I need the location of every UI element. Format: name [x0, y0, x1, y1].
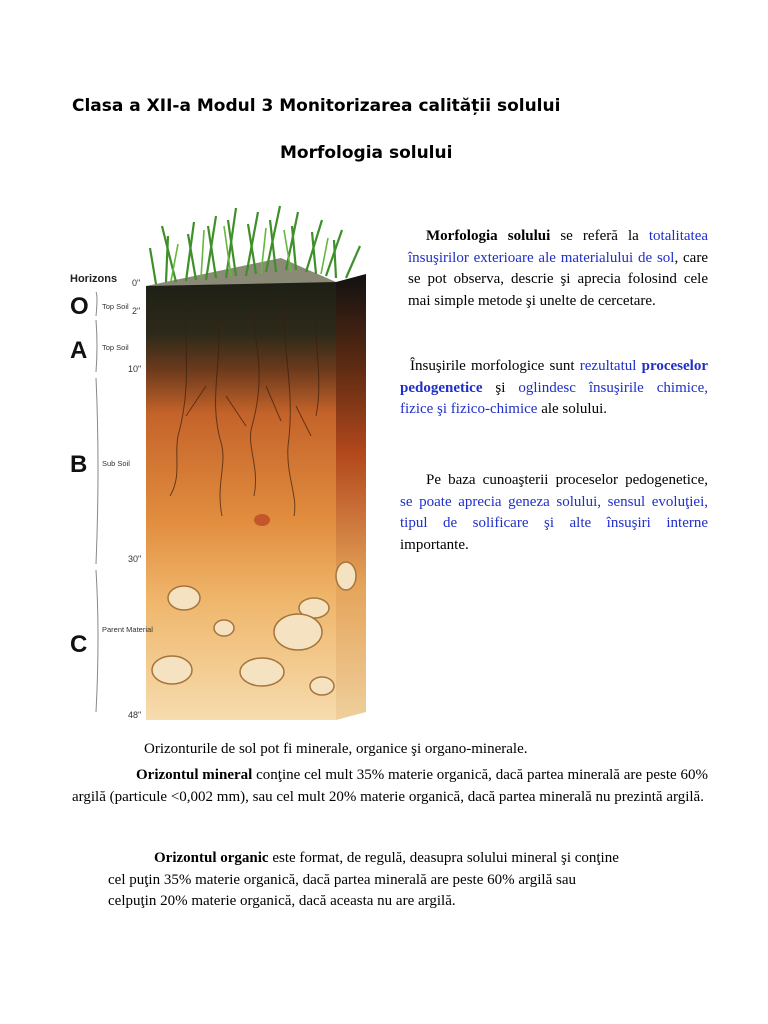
text-fragment: , care se pot observa, descrie şi aprecia folosind cele mai simple metode şi unelte de cercetare.	[408, 249, 708, 309]
highlight-text: se poate aprecia geneza solului, sensul evoluţiei, tipul de solificare şi alte însuşiri interne	[400, 493, 708, 531]
clay-nodule	[254, 514, 270, 526]
organic-line-2: cel puţin 35% materie organică, dacă partea minerală are peste 60% argilă sau	[108, 871, 576, 888]
text-fragment: se referă la	[550, 228, 649, 244]
horizon-letter-c: C	[70, 631, 88, 658]
text-fragment: şi	[482, 379, 519, 396]
horizon-letter-a: A	[70, 337, 88, 364]
soil-side-face	[336, 274, 366, 720]
horizon-label-b: Sub Soil	[102, 459, 130, 468]
depth-48: 48"	[128, 710, 142, 720]
horizon-label-a: Top Soil	[102, 343, 129, 352]
term-orizontul-organic: Orizontul organic	[154, 850, 269, 866]
term-orizontul-mineral: Orizontul mineral	[136, 767, 253, 783]
soil-front-face	[146, 282, 336, 720]
highlight-text: oglindesc însuşirile chimice, fizice şi fizico-chimice	[400, 379, 708, 417]
paragraph-definition	[408, 226, 708, 312]
highlight-bold-text: proceselor pedogenetice	[400, 358, 709, 396]
horizons-heading: Horizons	[70, 273, 118, 285]
text-fragment: Însuşirile morfologice sunt	[410, 358, 580, 374]
text-fragment: conţine cel mult 35% materie organică, dacă partea minerală are peste 60% argilă (particule <0,002 mm), sau cel mult 20% materie organică, dacă partea minerală nu prezintă argilă.	[72, 767, 708, 805]
horizon-letter-o: O	[70, 293, 89, 320]
paragraph-genesis	[400, 470, 708, 556]
section-title: Morfologia solului	[280, 143, 453, 163]
page-title: Clasa a XII-a Modul 3 Monitorizarea calității solului	[72, 96, 561, 116]
highlight-text: totalitatea însuşirilor exterioare ale materialului de sol	[408, 228, 709, 266]
grass	[150, 206, 360, 284]
organic-line-1	[108, 848, 708, 870]
depth-0: 0"	[132, 278, 141, 288]
term-morfologia-solului: Morfologia solului	[426, 228, 551, 244]
paragraph-organic-horizon	[108, 848, 708, 913]
text-fragment: este format, de regulă, deasupra solului mineral şi conţine	[268, 850, 619, 866]
paragraph-horizon-types: Orizonturile de sol pot fi minerale, organice şi organo-minerale.	[144, 741, 528, 757]
text-fragment: ale solului.	[537, 401, 608, 417]
text-fragment: importante.	[400, 536, 469, 553]
horizon-brackets	[96, 292, 98, 712]
horizon-letter-b: B	[70, 451, 88, 478]
soil-profile-diagram	[66, 186, 400, 730]
depth-10: 10"	[128, 364, 142, 374]
depth-30: 30"	[128, 554, 142, 564]
highlight-text: rezultatul	[579, 358, 637, 374]
organic-line-3: celpuţin 20% materie organică, dacă aceasta nu are argilă.	[108, 893, 456, 909]
text-fragment: Pe baza cunoaşterii proceselor pedogenetice,	[426, 472, 708, 488]
horizon-label-c: Parent Material	[102, 625, 153, 634]
paragraph-properties	[400, 356, 708, 421]
paragraph-mineral-horizon	[72, 765, 708, 808]
depth-2: 2"	[132, 306, 141, 316]
horizon-label-o: Top Soil	[102, 302, 129, 311]
